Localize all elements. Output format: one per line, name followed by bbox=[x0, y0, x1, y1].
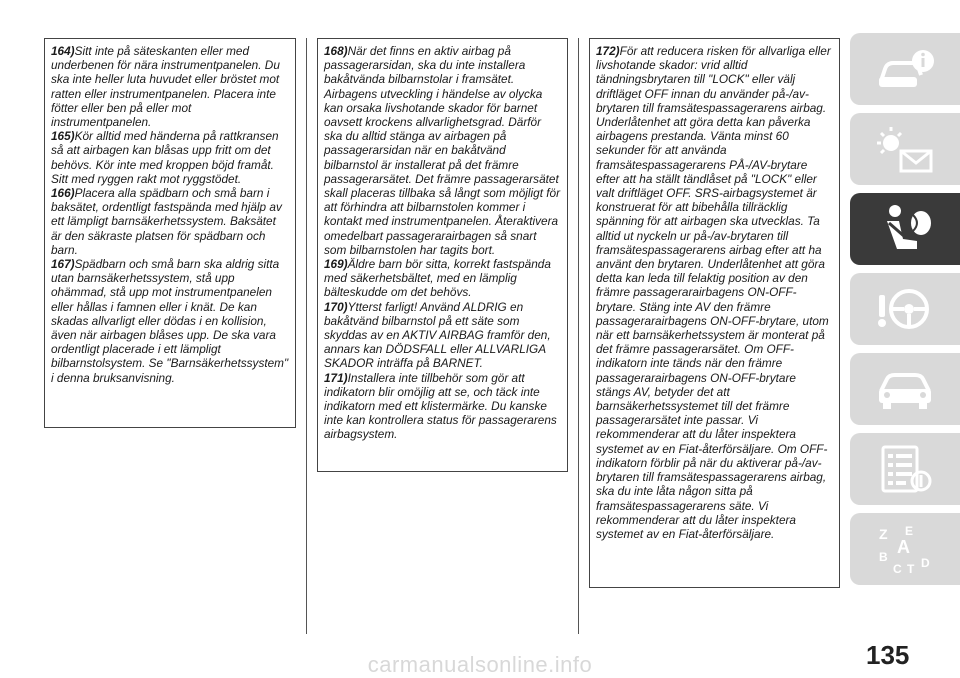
note-number: 170) bbox=[324, 299, 348, 314]
note-number: 167) bbox=[51, 257, 75, 272]
note-text: För att reducera risken för allvarliga eller livshotande skador: vrid alltid tändningsbrytaren till "LOCK" eller välj driftläget OFF innan du använder på-/av-brytaren till framsätespassagerarens airbag. Underlåtenhet att göra detta kan påverka airbagens prestanda. Vänta minst 60 sekunder för att använda framsätespassagerarens PÅ-/AV-brytare efter att ha ställt tändlåset på "LOCK" eller valt driftläget OFF. SRS-airbagsystemet är konstruerat för att bibehålla tillräcklig spänning för att airbagen ska utvecklas. Ta alltid ut nyckeln ur på-/av-brytaren till framsätespassagerarens airbag efter att ha använt den brytaren. Underlåtenhet att göra detta kan leda till felaktig position av den främre passagerarairbagens ON-OFF-brytare. Stäng inte AV den främre passagerarairbagens ON-OFF-brytare, utom när ett barnsäkerhetssystem är monterat på det främre passagerarsätet. Om OFF-indikatorn inte tänds när den främre passagerarairbagens ON-OFF-brytare stängs AV, betyder det att barnsäkerhetssystemet till det främre passagerarsätet inte passar. Vi rekommenderar att du låter inspektera systemet av en Fiat-återförsäljare. Om OFF-indikatorn förblir på när du aktiverar på-/av-brytaren till framsätespassagerarens airbag, ska du inte låta någon sitta på framsätespassagerarens säte. Vi rekommenderar att du låter inspektera systemet av en Fiat-återförsäljare. bbox=[596, 44, 831, 541]
note-text: Sitt inte på säteskanten eller med underbenen för nära instrumentpanelen. Du ska inte heller luta huvudet eller bröstet mot ratten eller instrumentpanelen. Placera inte fötter eller ben på eller mot instrumentpanelen. bbox=[51, 44, 280, 130]
svg-text:C: C bbox=[893, 562, 902, 576]
note-number: 171) bbox=[324, 370, 348, 385]
tab-maintenance[interactable] bbox=[850, 433, 960, 505]
warning-box-column-3 bbox=[589, 38, 840, 588]
column-divider-2 bbox=[578, 38, 579, 634]
note-169 bbox=[324, 257, 561, 300]
car-info-icon bbox=[873, 41, 937, 97]
tab-driving[interactable] bbox=[850, 273, 960, 345]
note-168 bbox=[324, 44, 561, 257]
note-text: Spädbarn och små barn ska aldrig sitta utan barnsäkerhetssystem, stå upp ohämmad, stå upp mot instrumentpanelen eller hållas i famnen eller i knät. De kan skadas allvarligt eller dödas i en kollision, även när airbagen blåses upp. De ska vara ordentligt placerade i ett lämpligt bilbarnstolsystem. Se "Barnsäkerhetssystem" i denna bruksanvisning. bbox=[51, 257, 289, 385]
page-number: 135 bbox=[866, 640, 910, 670]
note-164 bbox=[51, 44, 289, 129]
note-number: 166) bbox=[51, 186, 75, 201]
svg-text:T: T bbox=[907, 562, 915, 576]
svg-text:E: E bbox=[905, 524, 914, 538]
note-text: Ytterst farligt! Använd ALDRIG en bakåtvänd bilbarnstol på ett säte som skyddas av en AKTIV AIRBAG framför den, annars kan DÖDSFALL eller ALLVARLIGA SKADOR inträffa på BARNET. bbox=[324, 299, 551, 371]
note-166 bbox=[51, 186, 289, 257]
svg-text:A: A bbox=[897, 537, 910, 557]
note-text: Installera inte tillbehör som gör att indikatorn blir omöjlig att se, och täck inte indikatorn med ett klistermärke. Du kanske inte kan kontrollera status för passagerarens airbagsystem. bbox=[324, 370, 557, 442]
note-number: 164) bbox=[51, 44, 75, 58]
note-number: 172) bbox=[596, 44, 620, 58]
svg-text:B: B bbox=[879, 550, 888, 564]
tab-safety[interactable] bbox=[850, 193, 960, 265]
maintenance-list-icon bbox=[873, 441, 937, 497]
airbag-seat-icon bbox=[873, 201, 937, 257]
note-text: Placera alla spädbarn och små barn i baksätet, ordentligt fastspända med hjälp av ett lämpligt barnsäkerhetssystem. Baksätet är den säkraste platsen för spädbarn och barn. bbox=[51, 186, 282, 257]
note-number: 169) bbox=[324, 257, 348, 272]
svg-text:Z: Z bbox=[879, 526, 888, 542]
svg-text:D: D bbox=[921, 556, 930, 570]
column-divider-1 bbox=[306, 38, 307, 634]
note-172 bbox=[596, 44, 833, 541]
tab-warning-lights[interactable] bbox=[850, 113, 960, 185]
tab-car-info[interactable] bbox=[850, 33, 960, 105]
alphabet-index-icon bbox=[873, 521, 937, 577]
warning-box-column-2 bbox=[317, 38, 568, 472]
note-text: Kör alltid med händerna på rattkransen så att airbagen kan blåsas upp fritt om det behövs. Kör inte med kroppen böjd framåt. Sitt med ryggen rakt mot ryggstödet. bbox=[51, 129, 279, 186]
warning-lights-icon bbox=[873, 121, 937, 177]
note-170 bbox=[324, 300, 561, 371]
watermark: carmanualsonline.info bbox=[367, 652, 593, 677]
note-171 bbox=[324, 371, 561, 442]
car-breakdown-icon bbox=[873, 361, 937, 417]
note-number: 168) bbox=[324, 44, 348, 58]
tab-index[interactable] bbox=[850, 513, 960, 585]
note-text: Äldre barn bör sitta, korrekt fastspända med säkerhetsbältet, med en lämplig bälteskudde om det behövs. bbox=[324, 257, 551, 300]
tab-emergency[interactable] bbox=[850, 353, 960, 425]
warning-box-column-1 bbox=[44, 38, 296, 428]
note-167 bbox=[51, 257, 289, 385]
note-text: När det finns en aktiv airbag på passagerarsidan, ska du inte installera bakåtvända bilbarnstolar i framsätet. Airbagens utveckling i händelse av olycka kan orsaka livshotande skador för barnet oavsett krockens allvarlighetsgrad. Därför ska du alltid stänga av airbagen på passagerarsidan när en bakåtvänd bilbarnstol är installerat på det främre passagerarsätet. Det främre passagerarsätet skall placeras tillbaka så långt som möjligt för att förhindra att bilbarnstolen kommer i kontakt med instrumentpanelen. Återaktivera omedelbart passagerarairbagen så snart som bilbarnstolen har tagits bort. bbox=[324, 44, 561, 257]
note-165 bbox=[51, 129, 289, 186]
note-number: 165) bbox=[51, 129, 75, 144]
steering-wheel-icon bbox=[873, 281, 937, 337]
